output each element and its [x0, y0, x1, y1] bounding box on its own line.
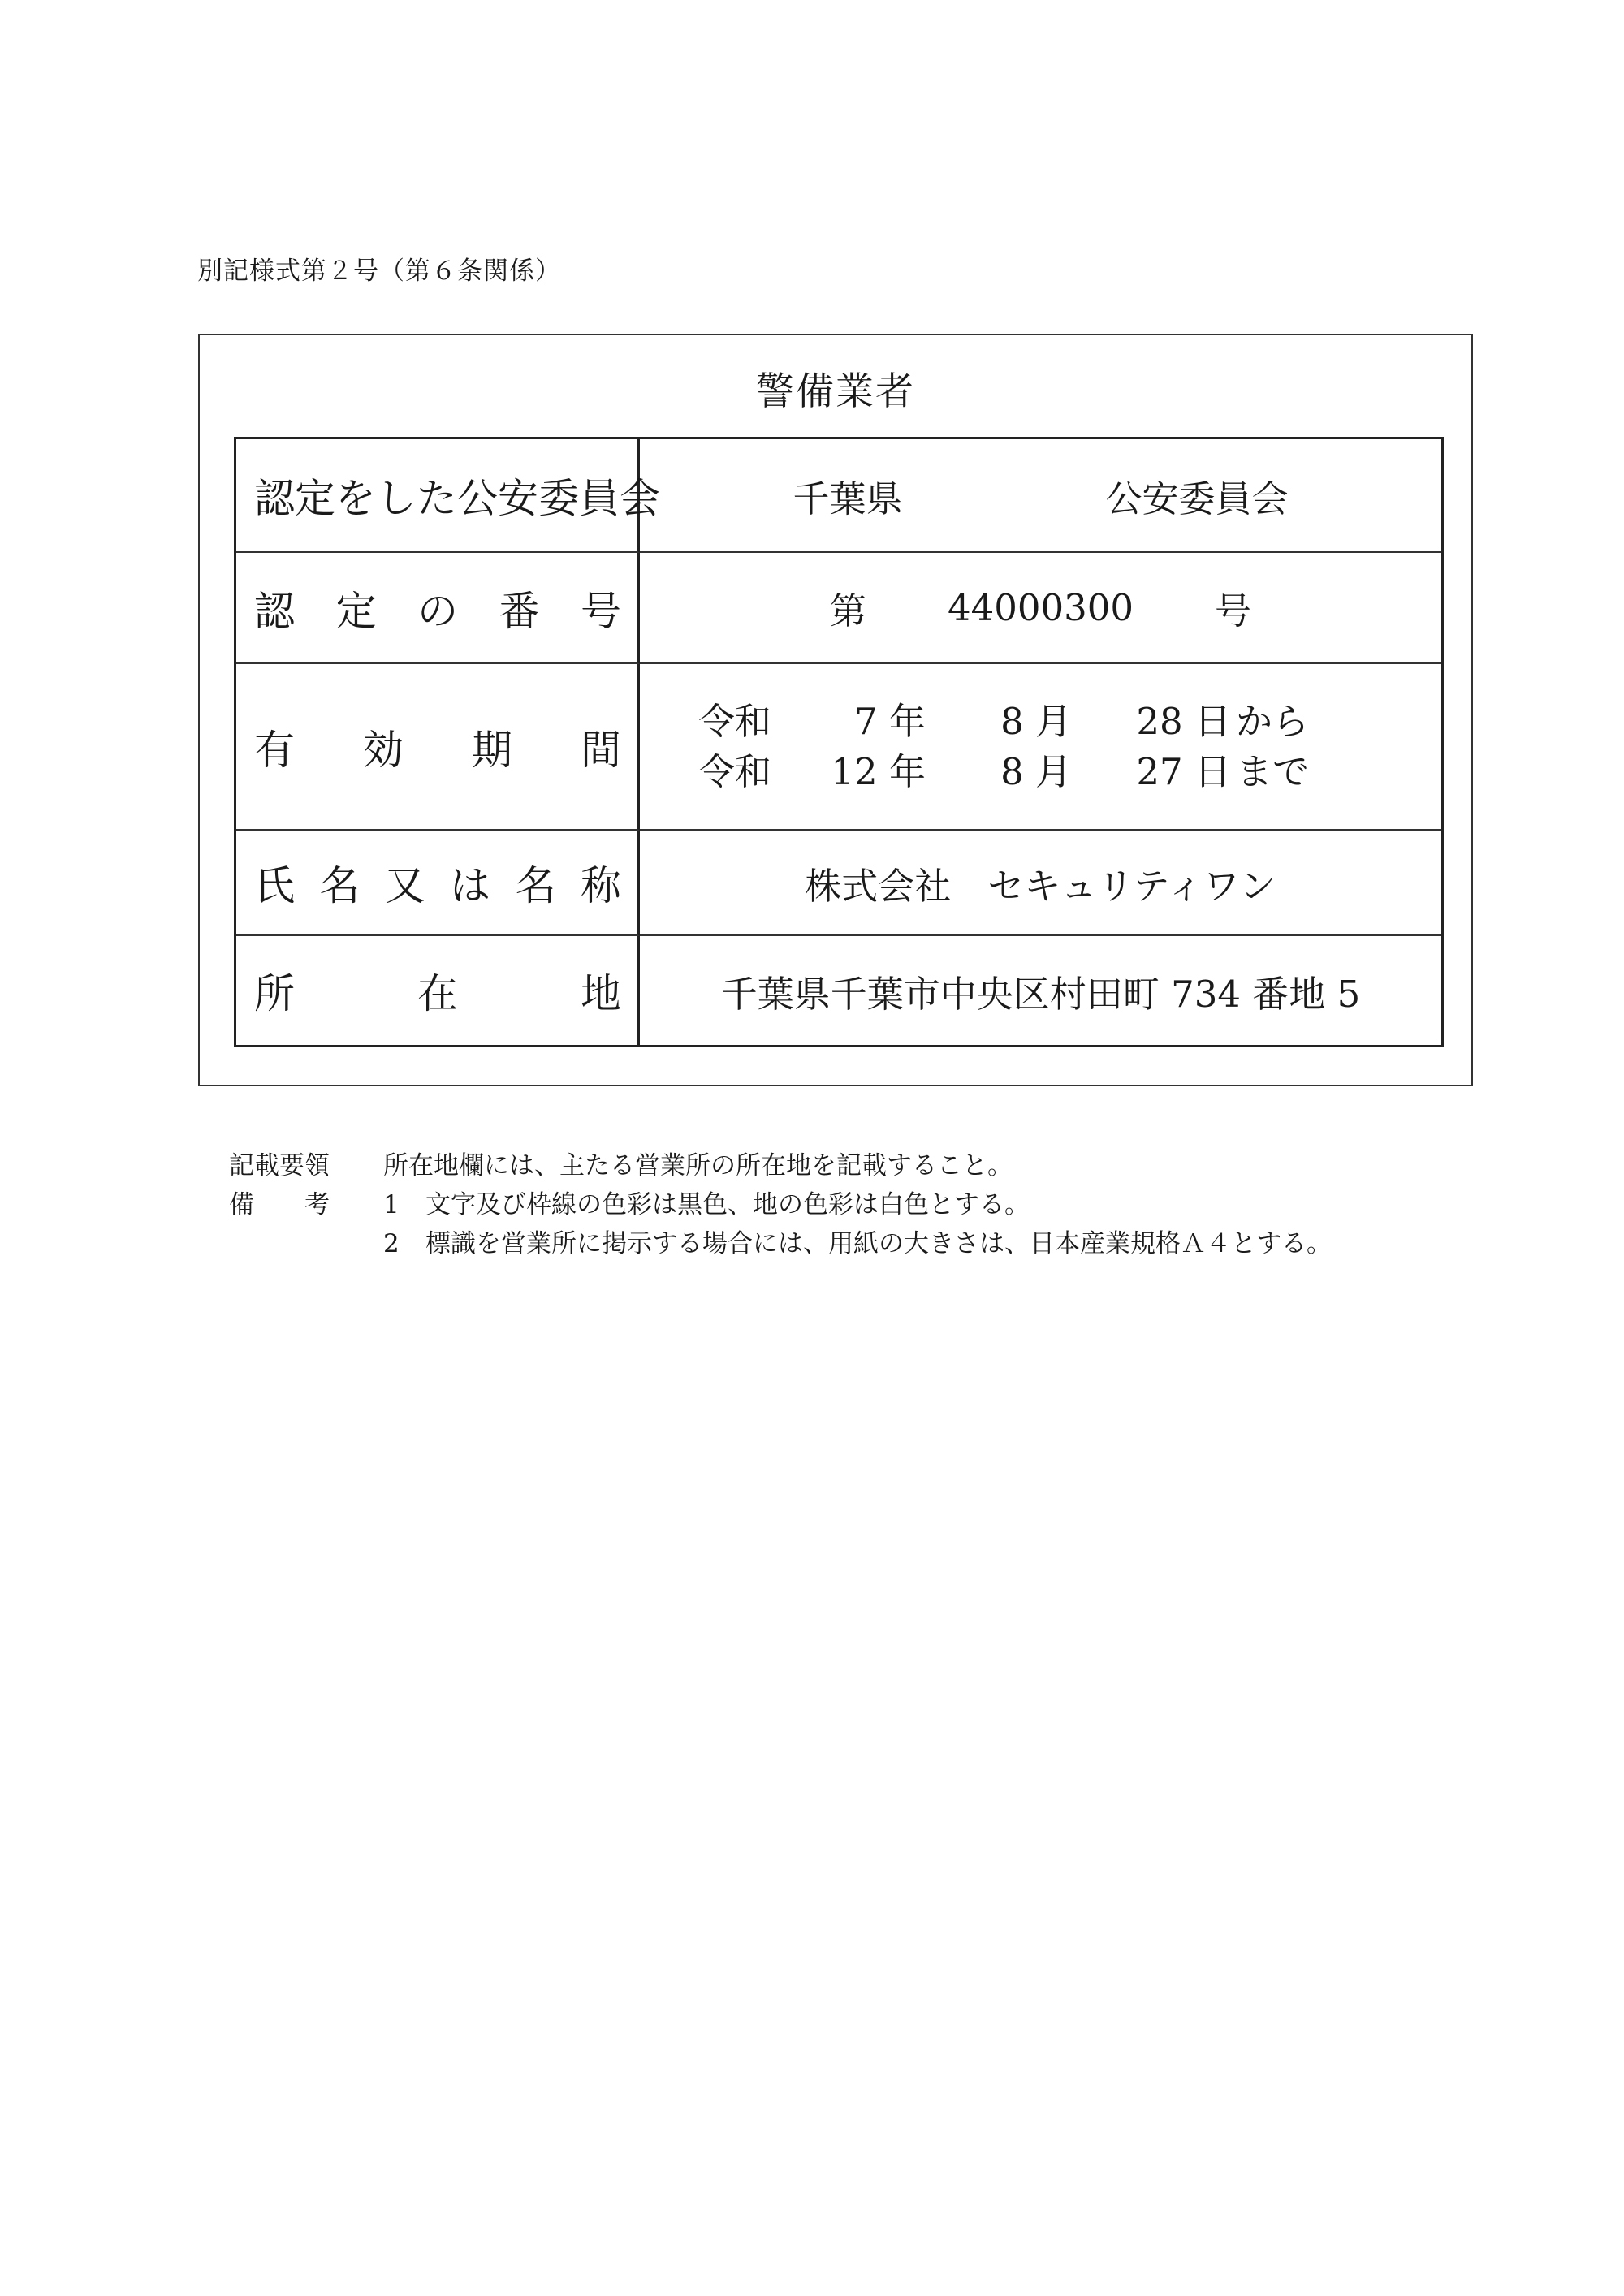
- period-value-cell: [640, 664, 1441, 831]
- month: 8 月: [1000, 749, 1072, 793]
- label-char: 号: [581, 587, 621, 635]
- month: 8 月: [1000, 699, 1072, 743]
- period-to: [698, 747, 1309, 797]
- commission-value: [640, 439, 1441, 553]
- label-char: 称: [580, 862, 621, 909]
- label-char: 有: [254, 726, 295, 774]
- year: 7 年: [854, 699, 926, 743]
- period-suffix: まで: [1236, 749, 1310, 793]
- label-char: 期: [472, 726, 512, 774]
- label-char: 名: [515, 862, 556, 909]
- sign-frame: [198, 334, 1473, 1086]
- label-char: 名: [319, 862, 361, 909]
- certification-number: 44000300: [947, 586, 1134, 629]
- label-char: 氏: [254, 862, 295, 909]
- label-char: の: [417, 587, 458, 635]
- label-char: 所: [254, 970, 295, 1017]
- number-prefix: 第: [829, 589, 866, 632]
- number-label: [236, 553, 640, 664]
- remark-text: 標識を営業所に掲示する場合には、用紙の大きさは、日本産業規格Ａ４とする。: [425, 1229, 1332, 1258]
- form-reference: 別記様式第２号（第６条関係）: [197, 257, 561, 286]
- period-from: [698, 697, 1309, 747]
- remark-number: 2: [383, 1229, 400, 1258]
- period-label: [236, 664, 640, 831]
- era: 令和: [698, 749, 772, 793]
- company-name: 株式会社 セキュリティワン: [640, 831, 1441, 936]
- period-suffix: から: [1236, 699, 1310, 743]
- sign-table: [234, 437, 1444, 1047]
- label-char: 間: [581, 726, 621, 774]
- address-label: [236, 936, 640, 1045]
- label-char: は: [450, 862, 491, 909]
- instructions-note: [229, 1146, 1332, 1185]
- number-value-cell: [640, 553, 1441, 664]
- remark-text: 文字及び枠線の色彩は黒色、地の色彩は白色とする。: [425, 1190, 1030, 1219]
- address-value: 千葉県千葉市中央区村田町 734 番地 5: [720, 972, 1361, 1016]
- label-char: 番: [499, 587, 540, 635]
- label-char: 地: [581, 970, 621, 1017]
- year: 12 年: [831, 749, 926, 793]
- commission-prefecture: 千葉県: [793, 477, 903, 520]
- remark-item: [229, 1224, 1332, 1263]
- number-suffix: 号: [1215, 589, 1252, 632]
- commission-label: 認定をした公安委員会: [236, 439, 640, 553]
- label-char: 定: [335, 587, 377, 635]
- commission-suffix: 公安委員会: [1105, 477, 1289, 520]
- instructions-key: 記載要領: [229, 1151, 330, 1180]
- remark-item: [229, 1185, 1332, 1224]
- notes: [229, 1146, 1332, 1263]
- label-char: 効: [363, 726, 404, 774]
- day: 28 日: [1136, 699, 1231, 743]
- sign-title: 警備業者: [756, 369, 915, 414]
- remark-number: 1: [383, 1190, 400, 1219]
- era: 令和: [698, 699, 772, 743]
- label-char: 在: [417, 970, 458, 1017]
- day: 27 日: [1136, 749, 1231, 793]
- name-label: [236, 831, 640, 936]
- remarks-key: 備 考: [229, 1190, 330, 1219]
- instructions-text: 所在地欄には、主たる営業所の所在地を記載すること。: [383, 1151, 1013, 1180]
- label-char: 認: [254, 587, 295, 635]
- label-char: 又: [384, 862, 425, 909]
